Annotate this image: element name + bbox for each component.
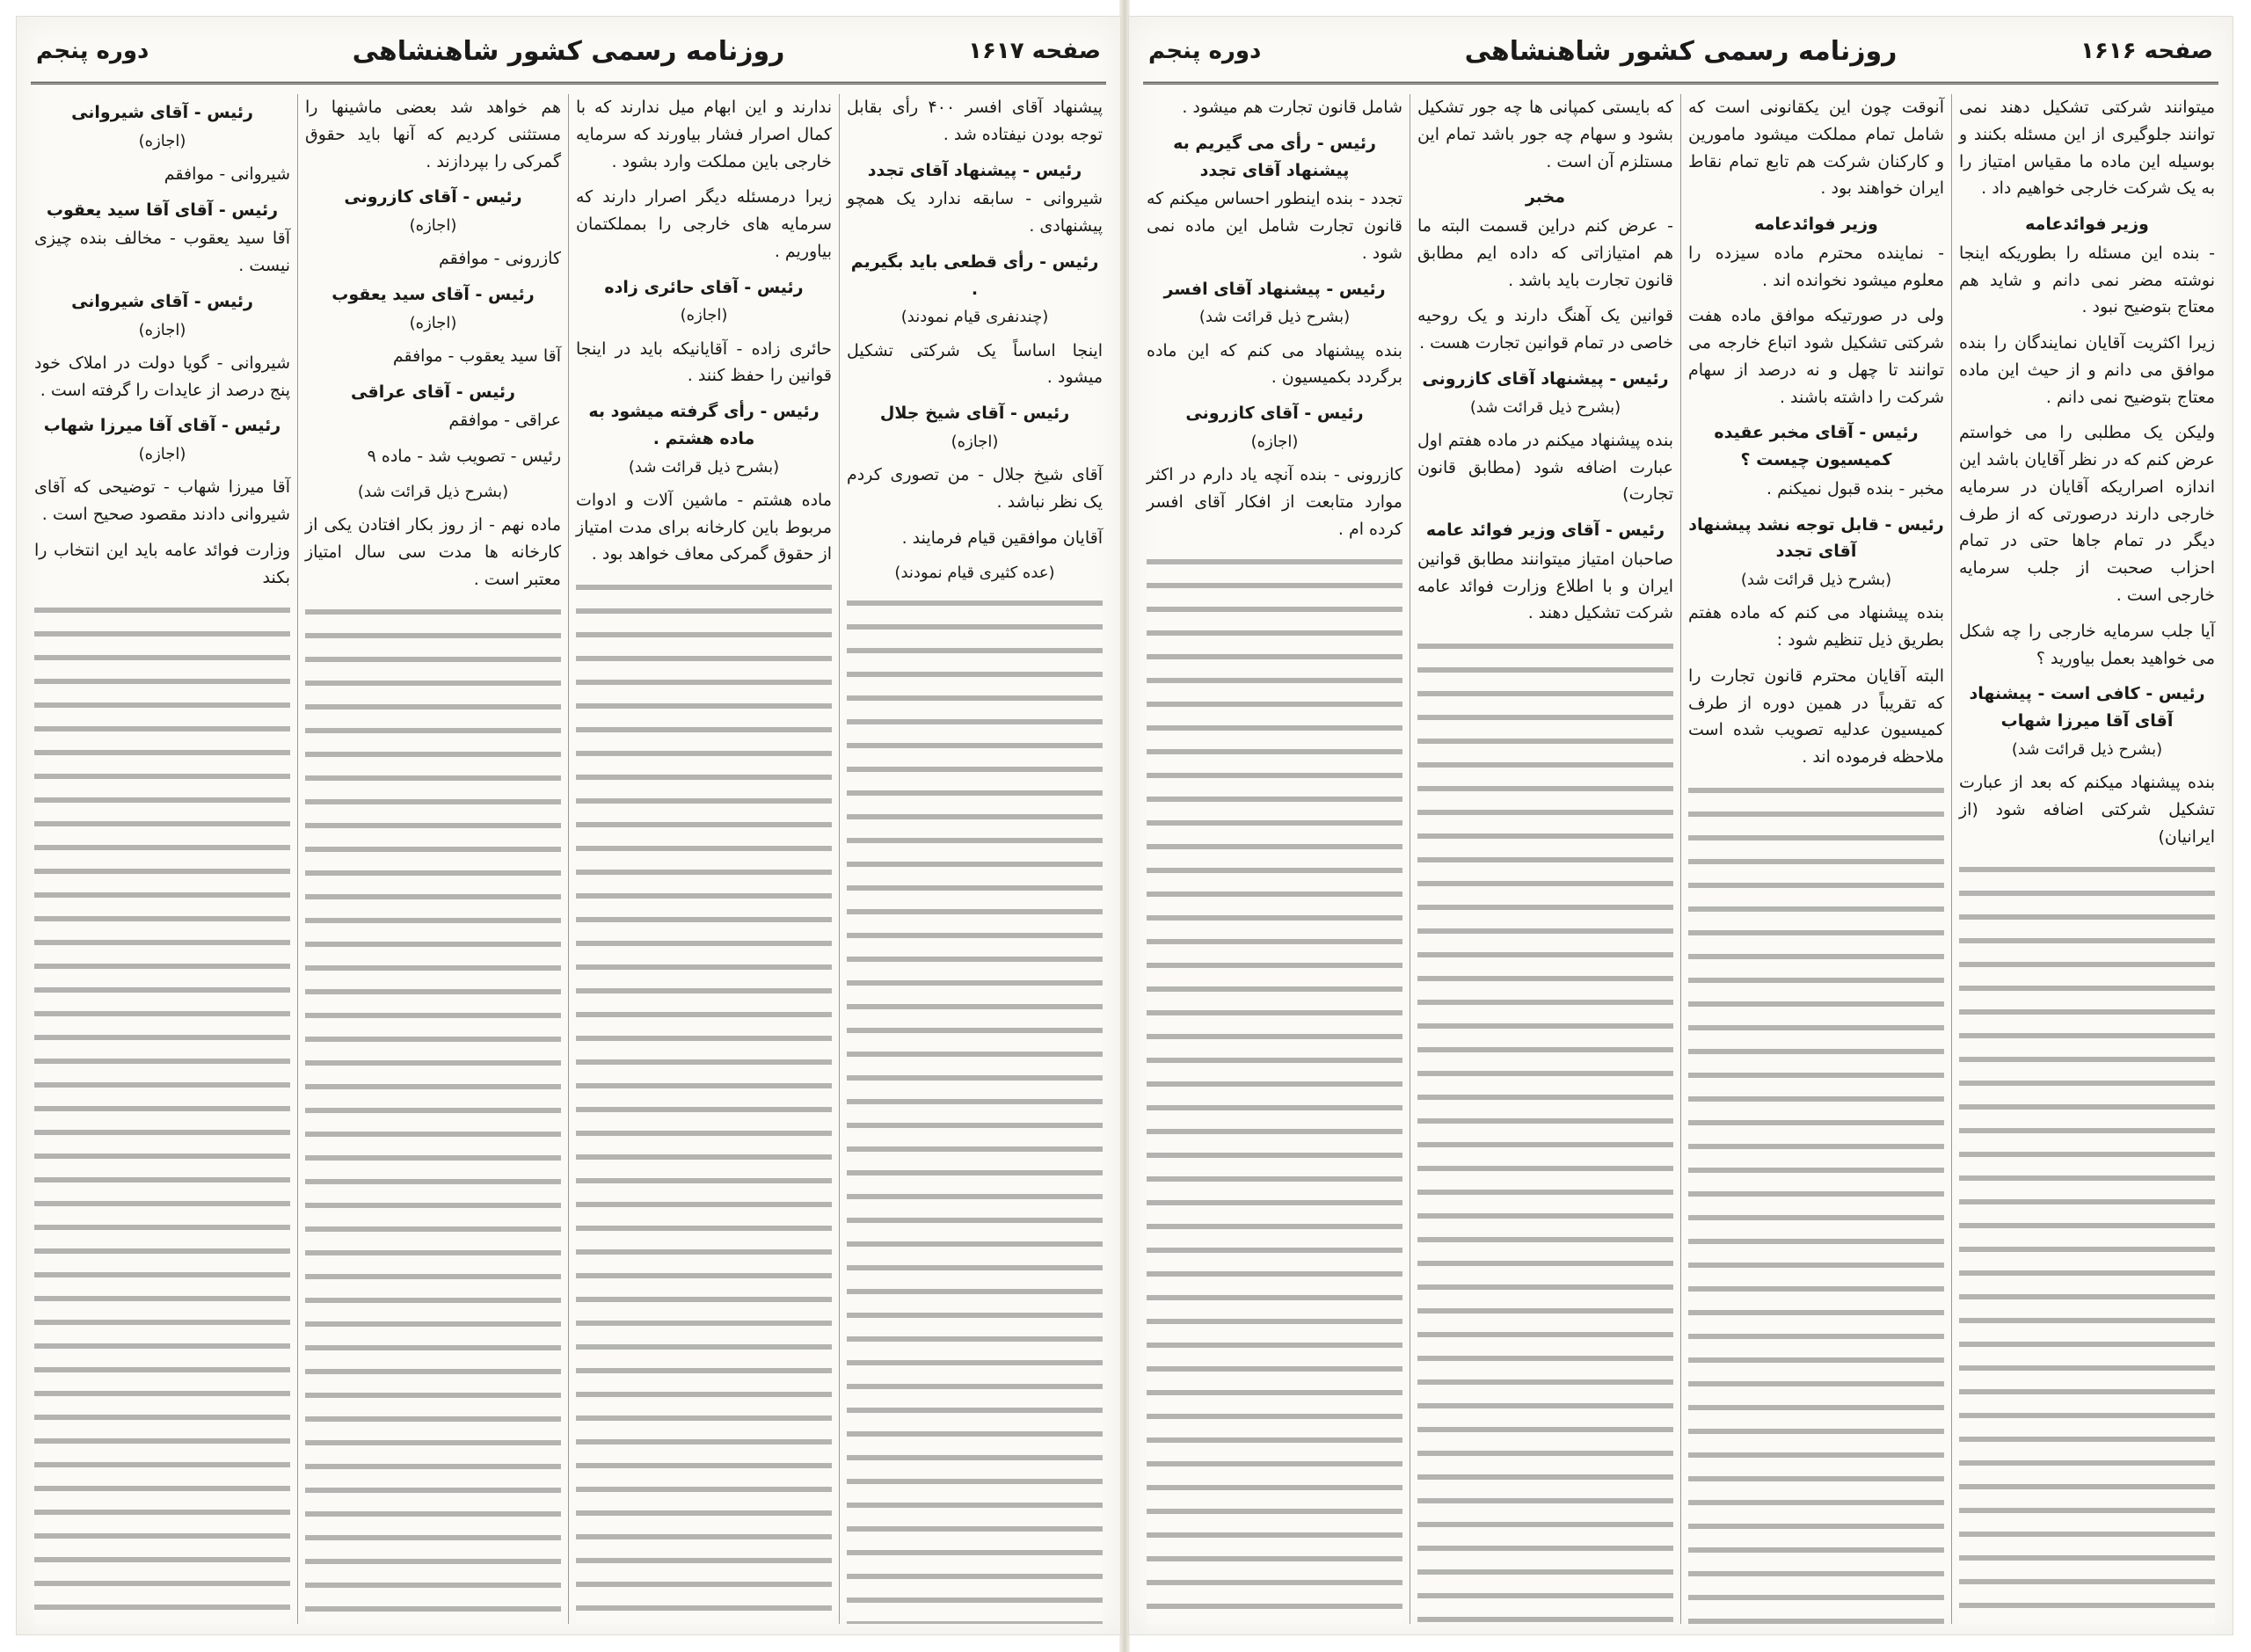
paragraph: شیروانی - گویا دولت در املاک خود پنج درصد از عایدات را گرفته است . <box>34 353 290 400</box>
paragraph: زیرا درمسئله دیگر اصرار دارند که سرمایه های خارجی را بمملکتمان بیاوریم . <box>576 187 832 261</box>
read-note: (بشرح ذیل قرائت شد) <box>1740 571 1892 590</box>
newspaper-title: روزنامه رسمی کشور شاهنشاهی <box>1464 36 1898 67</box>
read-note: (اجازه) <box>951 432 999 451</box>
paragraph: که بایستی کمپانی ها چه جور تشکیل بشود و سهام چه جور باشد تمام این مستلزم آن است . <box>1417 98 1673 171</box>
text-columns <box>27 94 1110 1624</box>
paragraph: البته آقایان محترم قانون تجارت را که تقریباً در همین دوره از طرف کمیسیون عدلیه تصویب شده است ملاحظه فرموده اند . <box>1688 666 1944 768</box>
paragraph: - عرض کنم دراین قسمت البته ما هم امتیازاتی که داده ایم مطابق قانون تجارت باید باشد . <box>1417 216 1673 290</box>
page-1616 <box>1128 16 2233 1635</box>
page-header <box>31 29 1106 84</box>
paragraph: - نماینده محترم ماده سیزده را معلوم میشود نخوانده اند . <box>1688 243 1944 290</box>
paragraph: هم خواهد شد بعضی ماشینها را مستثنی کردیم که آنها باید حقوق گمرکی را بپردازند . <box>305 98 561 171</box>
speaker-line: رئیس - آقای مخبر عقیده کمیسیون چیست ؟ <box>1714 423 1919 470</box>
speaker-line: رئیس - آقای کازرونی <box>344 187 522 207</box>
speaker-line: رئیس - رأی گرفته میشود به ماده هشتم . <box>588 402 820 448</box>
paragraph: آقای شیخ جلال - من تصوری کردم یک نظر نباشد . <box>847 464 1103 512</box>
read-note: (اجازه) <box>138 445 186 464</box>
paragraph: آیا جلب سرمایه خارجی را چه شکل می خواهید بعمل بیاورید ؟ <box>1959 621 2215 668</box>
paragraph: کازرونی - بنده آنچه یاد دارم در اکثر موارد متابعت از افکار آقای افسر کرده ام . <box>1147 464 1402 539</box>
speaker-line: رئیس - پیشنهاد آقای کازرونی <box>1422 368 1669 389</box>
paragraph: آنوقت چون این یکقانونی است که شامل تمام مملکت میشود مامورین و کارکنان شرکت هم تابع تمام نقاط ایران خواهند بود . <box>1688 98 1944 199</box>
paragraph: میتوانند شرکتی تشکیل دهند نمی توانند جلوگیری از این مسئله بکنند و بوسیله این ماده ما مقیاس امتیاز را به یک شرکت خارجی خواهیم داد . <box>1959 98 2215 199</box>
paragraph: تجدد - بنده اینطور احساس میکنم که قانون تجارت شامل این ماده نمی شود . <box>1147 189 1402 263</box>
page-header <box>1143 29 2218 84</box>
read-note: (بشرح ذیل قرائت شد) <box>628 457 780 477</box>
speaker-line: رئیس - قابل توجه نشد پیشنهاد آقای تجدد <box>1688 514 1944 562</box>
paragraph: ندارند و این ابهام میل ندارند که با کمال اصرار فشار بیاورند که سرمایه خارجی باین مملکت وارد بشود . <box>576 98 832 171</box>
read-note: (عده کثیری قیام نمودند) <box>894 564 1055 583</box>
paragraph: مخبر - بنده قبول نمیکنم . <box>1766 478 1944 499</box>
column-1 <box>839 94 1110 1624</box>
dense-text-body <box>1147 551 1402 1624</box>
speaker-line: رئیس - آقای حائری زاده <box>604 277 804 297</box>
dense-text-body <box>1417 636 1673 1624</box>
read-note: (بشرح ذیل قرائت شد) <box>357 482 509 501</box>
column-2 <box>1680 94 1951 1624</box>
speaker-line: رئیس - آقای شیروانی <box>71 103 253 122</box>
paragraph: شیروانی - سابقه ندارد یک همچو پیشنهادی . <box>847 189 1103 237</box>
speaker-line: رئیس - کافی است - پیشنهاد آقای آقا میرزا شهاب <box>1969 684 2205 731</box>
paragraph: ولی در صورتیکه موافق ماده هفت شرکتی تشکیل شود اتباع خارجه می توانند تا چهل و نه درصد از سهام شرکت را داشته باشند . <box>1688 306 1944 407</box>
paragraph: بنده پیشنهاد می کنم که این ماده برگردد بکمیسیون . <box>1147 340 1402 388</box>
page-1617 <box>16 16 1121 1635</box>
paragraph: آقا سید یعقوب - موافقم <box>392 346 561 366</box>
read-note: (بشرح ذیل قرائت شد) <box>1198 308 1351 327</box>
read-note: (چندنفری قیام نمودند) <box>900 308 1049 327</box>
read-note: (اجازه) <box>1250 432 1299 451</box>
speaker-line: رئیس - آقای سید یعقوب <box>331 284 535 304</box>
text-columns <box>1140 94 2222 1624</box>
paragraph: بنده پیشنهاد میکنم که بعد از عبارت تشکیل شرکتی اضافه شود (از ایرانیان) <box>1959 773 2215 847</box>
speaker-line: وزیر فوائدعامه <box>2025 215 2149 235</box>
read-note: (اجازه) <box>138 320 186 339</box>
paragraph: وزارت فوائد عامه باید این انتخاب را بکند <box>34 540 290 587</box>
paragraph: ماده هشتم - ماشین آلات و ادوات مربوط باین کارخانه برای مدت امتیاز از حقوق گمرکی معاف خواهد بود . <box>576 490 832 564</box>
speaker-line: وزیر فوائدعامه <box>1754 215 1878 235</box>
column-3 <box>297 94 568 1624</box>
paragraph: آقا سید یعقوب - مخالف بنده چیزی نیست . <box>34 229 290 276</box>
speaker-line: رئیس - آقای عراقی <box>351 382 515 402</box>
paragraph: شیروانی - موافقم <box>164 164 290 184</box>
dense-text-body <box>576 577 832 1624</box>
paragraph: بنده پیشنهاد می کنم که ماده هفتم بطریق ذیل تنظیم شود : <box>1688 603 1944 651</box>
period-label: دوره پنجم <box>1148 38 1262 64</box>
paragraph: کازرونی - موافقم <box>438 249 561 269</box>
speaker-line: رئیس - پیشنهاد آقای تجدد <box>867 160 1082 180</box>
paragraph: قوانین یک آهنگ دارند و یک روحیه خاصی در تمام قوانین تجارت هست . <box>1417 306 1673 353</box>
paragraph: بنده پیشنهاد میکنم در ماده هفتم اول عبارت اضافه شود (مطابق قانون تجارت) <box>1417 430 1673 505</box>
paragraph: - بنده این مسئله را بطوریکه اینجا نوشته مضر نمی دانم و شاید هم معتاج بتوضیح نبود . <box>1959 243 2215 317</box>
paragraph: آقا میرزا شهاب - توضیحی که آقای شیروانی دادند مقصود صحیح است . <box>34 477 290 525</box>
paragraph: ولیکن یک مطلبی را می خواستم عرض کنم که در نظر آقایان باشد این اندازه اصراریکه آقایان در سرمایه خارجی دارند درصورتی که از طرف دیگر در تمام جاها حتی در تمام احزاب صحبت از جلب سرمایه خارجی است . <box>1959 423 2215 606</box>
speaker-line: مخبر <box>1525 187 1566 207</box>
speaker-line: رئیس - پیشنهاد آقای افسر <box>1163 279 1386 299</box>
read-note: (اجازه) <box>409 313 457 332</box>
column-4 <box>27 94 297 1624</box>
page-number: صفحه ۱۶۱۶ <box>2080 38 2213 64</box>
speaker-line: رئیس - آقای آقا سید یعقوب <box>46 200 279 220</box>
read-note: (اجازه) <box>138 131 186 150</box>
paragraph: حائری زاده - آقایانیکه باید در اینجا قوانین را حفظ کنند . <box>576 338 832 386</box>
dense-text-body <box>305 601 561 1624</box>
paragraph: صاحبان امتیاز میتوانند مطابق قوانین ایران و با اطلاع وزارت فوائد عامه شرکت تشکیل دهند . <box>1417 549 1673 623</box>
dense-text-body <box>847 593 1103 1624</box>
newspaper-title: روزنامه رسمی کشور شاهنشاهی <box>352 36 785 67</box>
column-3 <box>1410 94 1680 1624</box>
speaker-line: رئیس - آقای آقا میرزا شهاب <box>43 416 281 436</box>
read-note: (بشرح ذیل قرائت شد) <box>2011 739 2163 759</box>
speaker-line: رئیس - رأی قطعی باید بگیریم . <box>850 251 1099 299</box>
read-note: (بشرح ذیل قرائت شد) <box>1469 397 1621 417</box>
paragraph: ماده نهم - از روز بکار افتادن یکی از کارخانه ها مدت سی سال امتیاز معتبر است . <box>305 515 561 589</box>
paragraph: اینجا اساساً یک شرکتی تشکیل میشود . <box>847 340 1103 388</box>
dense-text-body <box>1688 780 1944 1624</box>
paragraph: شامل قانون تجارت هم میشود . <box>1182 98 1402 117</box>
read-note: (اجازه) <box>680 306 728 325</box>
paragraph: رئیس - تصویب شد - ماده ۹ <box>367 447 561 467</box>
page-number: صفحه ۱۶۱۷ <box>968 38 1101 64</box>
column-2 <box>568 94 839 1624</box>
paragraph: آقایان موافقین قیام فرمایند . <box>901 528 1103 548</box>
column-4 <box>1140 94 1410 1624</box>
speaker-line: رئیس - رأی می گیریم به پیشنهاد آقای تجدد <box>1173 133 1376 180</box>
speaker-line: رئیس - آقای شیروانی <box>71 291 253 311</box>
speaker-line: رئیس - آقای وزیر فوائد عامه <box>1425 520 1665 541</box>
dense-text-body <box>1959 859 2215 1624</box>
speaker-line: رئیس - آقای کازرونی <box>1185 404 1364 424</box>
dense-text-body <box>34 600 290 1624</box>
paragraph: زیرا اکثریت آقایان نمایندگان را بنده موافق می دانم و از حیث این ماده معتاج بتوضیح نمی دانم . <box>1959 333 2215 407</box>
read-note: (اجازه) <box>409 216 457 236</box>
period-label: دوره پنجم <box>36 38 149 64</box>
paragraph: عراقی - موافقم <box>448 411 561 431</box>
speaker-line: رئیس - آقای شیخ جلال <box>879 404 1070 424</box>
column-1 <box>1951 94 2222 1624</box>
paragraph: پیشنهاد آقای افسر ۴۰۰ رأی بقابل توجه بودن نیفتاده شد . <box>847 98 1103 144</box>
